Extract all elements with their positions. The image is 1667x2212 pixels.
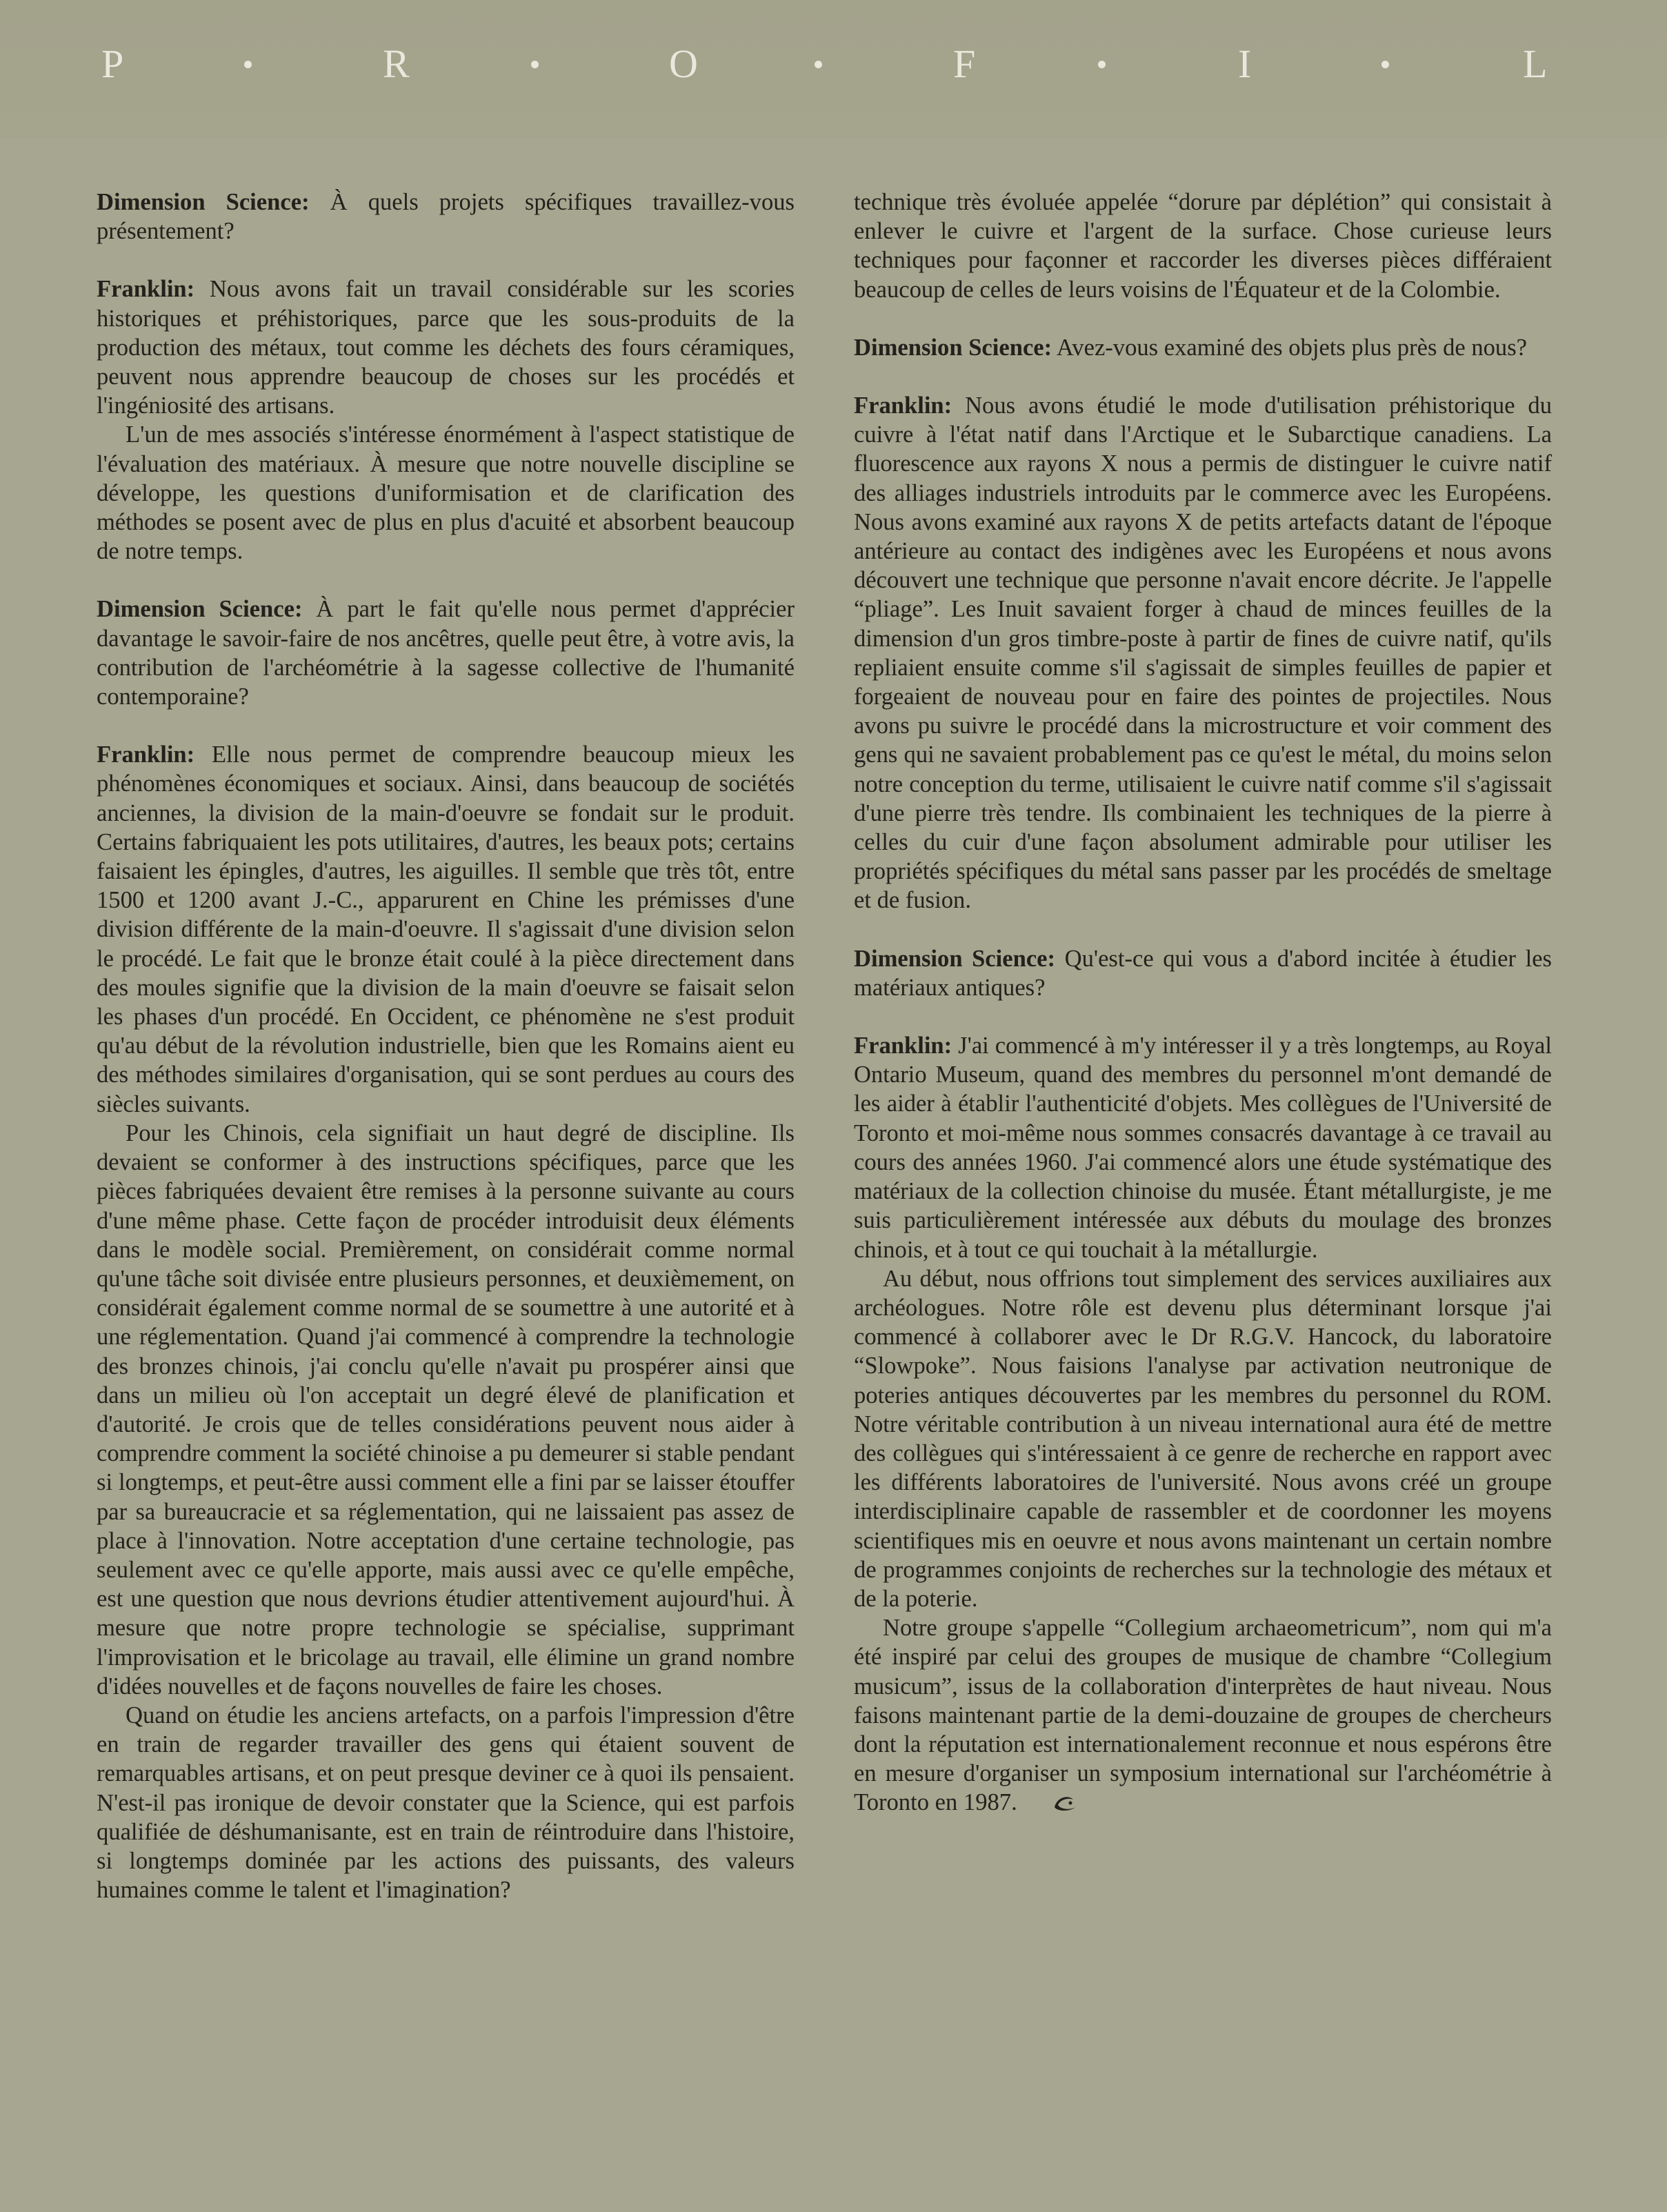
question-text: Qu'est-ce qui vous a d'abord incitée à étudier les matériaux antiques?: [854, 945, 1552, 1001]
speaker-label: Franklin:: [97, 276, 195, 303]
header-dot: [1381, 61, 1389, 68]
header-dot: [244, 61, 252, 68]
speaker-label: Dimension Science:: [97, 596, 303, 623]
speaker-label: Franklin:: [97, 741, 195, 768]
answer-paragraph: [97, 740, 795, 1119]
header-letter-i: I: [1238, 41, 1253, 86]
answer-text: Nous avons étudié le mode d'utilisation préhistorique du cuivre à l'état natif dans l'Arctique et le Subarctique canadiens. La fluorescence aux rayons X nous a permis de distinguer le cuivre natif des alliages industriels introduits par le commerce avec les Européens. Nous avons examiné aux rayons X de petits artefacts datant de l'époque antérieure au contact des indigènes avec les Européens et nous avons découvert une technique que personne n'avait encore décrite. Je l'appelle “pliage”. Les Inuit savaient forger à chaud de minces feuilles de la dimension d'un gros timbre-poste à partir de fines de cuivre natif, qu'ils repliaient ensuite comme s'il s'agissait de simples feuilles de papier et forgeaient de nouveau pour en faire des pointes de projectiles. Nous avons pu suivre le procédé dans la microstructure et voir comment des gens qui ne savaient probablement pas ce qu'est le métal, du moins selon notre conception du terme, utilisaient le cuivre natif comme s'il s'agissait d'une pierre très tendre. Ils combinaient les techniques de la pierre à celles du cuir d'une façon absolument admirable pour utiliser les propriétés spécifiques du métal sans passer par les procédés de smeltage et de fusion.: [854, 392, 1552, 914]
header-letter-r: R: [383, 41, 411, 86]
question-paragraph: [97, 595, 795, 711]
answer-text: J'ai commencé à m'y intéresser il y a très longtemps, au Royal Ontario Museum, quand des membres du personnel m'ont demandé de les aider à établir l'authenticité d'objets. Mes collègues de l'Université de Toronto et moi-même nous sommes consacrés davantage à ce travail au cours des années 1960. J'ai commencé alors une étude systématique des matériaux de la collection chinoise du musée. Étant métallurgiste, je me suis particulièrement intéressée aux débuts du moulage des bronzes chinois, et à tout ce qui touchait à la métallurgie.: [854, 1033, 1552, 1263]
end-of-article-icon: [1023, 1791, 1050, 1810]
header-dot: [1098, 61, 1106, 68]
question-text: Avez-vous examiné des objets plus près de nous?: [1052, 334, 1528, 361]
question-paragraph: [854, 333, 1552, 362]
answer-text: Nous avons fait un travail considérable sur les scories historiques et préhistoriques, parce que les sous-produits de la production des métaux, tout comme les déchets des fours céramiques, peuvent nous apprendre beaucoup de choses sur les procédés et l'ingéniosité des artisans.: [97, 276, 795, 419]
header-letter-f: F: [953, 41, 977, 86]
speaker-label: Dimension Science:: [854, 945, 1056, 972]
continued-paragraph: technique très évoluée appelée “dorure par déplétion” qui consistait à enlever le cuivre et l'argent de la surface. Chose curieuse leurs techniques pour façonner et raccorder les diverses pièces différaient beaucoup de celles de leurs voisins de l'Équateur et de la Colombie.: [854, 189, 1552, 303]
header-letter-l: L: [1523, 41, 1549, 86]
speaker-label: Franklin:: [854, 392, 952, 419]
answer-text: Elle nous permet de comprendre beaucoup mieux les phénomènes économiques et sociaux. Ainsi, dans beaucoup de sociétés anciennes, la division de la main-d'oeuvre se fondait sur le produit. Certains fabriquaient les pots utilitaires, d'autres, les beaux pots; certains faisaient les épingles, d'autres, les aiguilles. Il semble que très tôt, entre 1500 et 1200 avant J.-C., apparurent en Chine les prémisses d'une division différente de la main-d'oeuvre. Il s'agissait d'une division selon le procédé. Le fait que le bronze était coulé à la pièce directement dans des moules signifie que la division de la main d'oeuvre se faisait selon les phases d'un procédé. En Occident, ce phénomène ne s'est produit qu'au début de la révolution industrielle, bien que les Romains aient eu des méthodes similaires d'organisation, qui se sont perdues au cours des siècles suivants.: [97, 741, 795, 1117]
right-column: [854, 188, 1552, 1817]
section-header: [0, 0, 1667, 138]
header-dot: [531, 61, 539, 68]
question-text: À part le fait qu'elle nous permet d'apprécier davantage le savoir-faire de nos ancêtres, quelle peut être, à votre avis, la contribution de l'archéométrie à la sagesse collective de l'humanité contemporaine?: [97, 596, 795, 710]
left-column: [97, 188, 795, 1904]
answer-paragraph: [854, 1031, 1552, 1264]
speaker-label: Franklin:: [854, 1033, 952, 1059]
answer-paragraph: L'un de mes associés s'intéresse énormément à l'aspect statistique de l'évaluation des matériaux. À mesure que notre nouvelle discipline se développe, les questions d'uniformisation et de clarification des méthodes se posent avec de plus en plus d'acuité et absorbent beaucoup de notre temps.: [97, 421, 795, 565]
header-dot: [815, 61, 822, 68]
header-letter-p: P: [101, 41, 126, 86]
answer-paragraph: [97, 275, 795, 420]
answer-paragraph: Au début, nous offrions tout simplement des services auxiliaires aux archéologues. Notre rôle est devenu plus déterminant lorsque j'ai commencé à collaborer avec le Dr R.G.V. Hancock, du laboratoire “Slowpoke”. Nous faisions l'analyse par activation neutronique de poteries antiques découvertes par les membres du personnel du ROM. Notre véritable contribution à un niveau international aura été de mettre des collègues qui s'intéressaient à ce genre de recherche en rapport avec les différents laboratoires de l'université. Nous avons créé un groupe interdisciplinaire capable de rassembler et de coordonner les moyens scientifiques mis en oeuvre et nous avons maintenant un certain nombre de programmes conjoints de recherches sur la technologie des métaux et de la poterie.: [854, 1265, 1552, 1612]
final-text: Notre groupe s'appelle “Collegium archaeometricum”, nom qui m'a été inspiré par celui des groupes de musique de chambre “Collegium musicum”, issus de la collaboration d'interprètes de haut niveau. Nous faisons maintenant partie de la demi-douzaine de groupes de chercheurs dont la réputation est internationalement reconnue et nous espérons être en mesure d'organiser un symposium international sur l'archéométrie à Toronto en 1987.: [854, 1615, 1552, 1816]
question-text: À quels projets spécifiques travaillez-vous présentement?: [97, 189, 795, 245]
answer-paragraph: [854, 391, 1552, 915]
answer-paragraph: Quand on étudie les anciens artefacts, on a parfois l'impression d'être en train de regarder travailler des gens qui étaient souvent de remarquables artisans, et on peut presque deviner ce à quoi ils pensaient. N'est-il pas ironique de devoir constater que la Science, qui est parfois qualifiée de déshumanisante, est en train de réintroduire dans l'histoire, si longtemps dominée par les actions des puissants, des valeurs humaines comme le talent et l'imagination?: [97, 1702, 795, 1904]
answer-paragraph: Pour les Chinois, cela signifiait un haut degré de discipline. Ils devaient se conformer à des instructions spécifiques, parce que les pièces fabriquées devaient être remises à la personne suivante au cours d'une même phase. Cette façon de procéder introduisit deux éléments dans le modèle social. Premièrement, on considérait comme normal qu'une tâche soit divisée entre plusieurs personnes, et deuxièmement, on considérait également comme normal de se soumettre à une autorité et à une réglementation. Quand j'ai commencé à comprendre la technologie des bronzes chinois, j'ai conclu qu'elle n'avait pu prospérer ainsi que dans un milieu où l'on acceptait un degré élevé de planification et d'autorité. Je crois que de telles considérations peuvent nous aider à comprendre comment la société chinoise a pu demeurer si stable pendant si longtemps, et peut-être aussi comment elle a fini par se laisser étouffer par sa bureaucracie et sa réglementation, qui ne laissaient pas assez de place à l'innovation. Notre acceptation d'une certaine technologie, pas seulement avec ce qu'elle apporte, mais aussi avec ce qu'elle empêche, est une question que nous devrions étudier attentivement aujourd'hui. À mesure que notre propre technologie se spécialise, supprimant l'improvisation et le bricolage au travail, elle élimine un grand nombre d'idées nouvelles et de façons nouvelles de faire les choses.: [97, 1119, 795, 1700]
speaker-label: Dimension Science:: [854, 334, 1052, 361]
answer-paragraph: [854, 1613, 1552, 1817]
question-paragraph: [97, 188, 795, 246]
question-paragraph: [854, 944, 1552, 1002]
header-letter-o: O: [669, 41, 699, 86]
speaker-label: Dimension Science:: [97, 189, 310, 215]
